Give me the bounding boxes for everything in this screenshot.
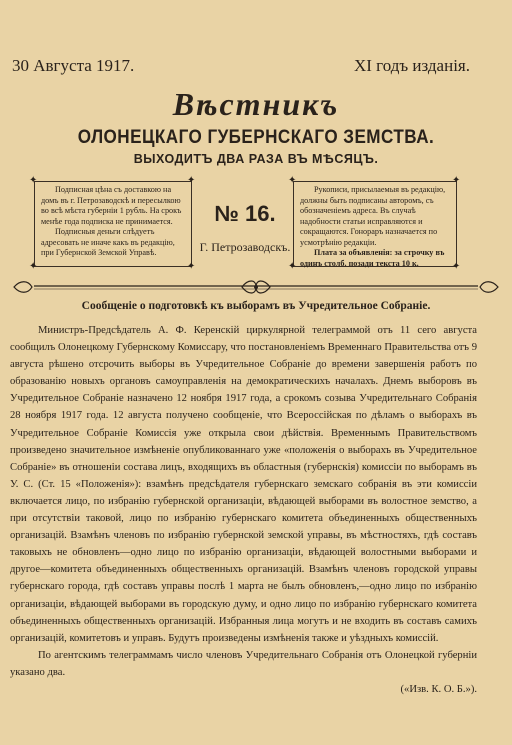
- manuscript-policy-text: Рукописи, присылаемыя въ редакцію, должны быть подписаны авторомъ, съ обозначеніемъ адреса. Въ случаѣ надобности статьи исправляются и сокращаются. Гонораръ назначается по усмотрѣнію редакціи.: [300, 185, 446, 247]
- issue-number: № 16.: [214, 201, 276, 226]
- newspaper-title: Вѣстникъ: [172, 86, 340, 122]
- subscription-price-text: Подписная цѣна съ доставкою на домъ въ г. Петрозаводскѣ и пересылкою во всѣ мѣста губерніи 1 рубль. На срокъ менѣе года подписка не принимается.: [41, 185, 182, 226]
- article-paragraph: Министръ-Предсѣдатель А. Ф. Керенскій циркулярной телеграммой отъ 11 сего августа сообщилъ Олонецкому Губернскому Комиссару, что постановленіемъ Временнаго Правительства отъ 9 августа рѣшено отсрочить выборы въ Учредительное Собраніе до времени завершенія работъ по образованію новыхъ органовъ самоуправленія на демократическихъ началахъ. Днемъ выборовъ въ Учредительное Собраніе назначено 12 ноября 1917 года, а срокомъ созыва Учредительнаго Собранія 28 ноября 1917 года. 12 августа получено сообщеніе, что Всероссійская по дѣламъ о выборахъ въ Учредительное Собраніе Комиссія уже открыла свои дѣйствія. Временнымъ Правительствомъ произведено значительное измѣненіе опубликованнаго уже «положенія о выборахъ въ Учредительное Собраніе» въ отношеніи состава лицъ, входящихъ въ областныя (губернскія) комиссіи по выборамъ въ У. С. (Ст. 15 «Положенія»): взамѣнъ предсѣдателя губернскаго земскаго собранія въ эти комиссіи включается лицо, по избранію губернской организаціи, вѣдающей выборами въ волостное земство, а при отсутствіи таковой, лицо по избранію губернскаго комитета объединенныхъ общественныхъ организацій. Взамѣнъ членовъ по избранію губернской земской управы, въ мѣстностяхъ, гдѣ составъ таковыхъ не обновленъ—одно лицо по избранію организаціи, вѣдающей волостными выборами и другое—комитета объединенныхъ общественныхъ организацій. Взамѣнъ членовъ городской управы губернскаго города, гдѣ составъ управы послѣ 1 марта не былъ обновленъ,—одно лицо по избранію организаціи, вѣдающей выборами въ городскую думу, и одно лицо по избранію губернскаго комитета объединенныхъ общественныхъ организацій. Избранныя лица могутъ и не входить въ составъ самихъ организацій, комитетовъ и управъ. Будутъ произведены измѣненія также и уѣздныхъ комиссій.: [10, 325, 477, 644]
- advertising-rates-text: Плата за объявленія: за строчку въ одинъ столб. позади текста 10 к.: [300, 248, 445, 268]
- article-closing-text: По агентскимъ телеграммамъ число членовъ Учредительнаго Собранія отъ Олонецкой губерніи указано два.: [10, 649, 477, 678]
- publication-year: XI годъ изданія.: [353, 56, 470, 75]
- article-title: Сообщеніе о подготовкѣ къ выборамъ въ Учредительное Собраніе.: [81, 300, 431, 312]
- ornament-corner-icon: ✦: [29, 261, 38, 272]
- ornament-corner-icon: ✦: [187, 261, 196, 272]
- publication-city: Г. Петрозаводскъ.: [199, 240, 291, 254]
- ornament-corner-icon: ✦: [288, 261, 297, 272]
- ornament-corner-icon: ✦: [288, 175, 297, 186]
- ornament-corner-icon: ✦: [29, 175, 38, 186]
- publication-frequency: ВЫХОДИТЪ ДВА РАЗА ВЪ МѢСЯЦЪ.: [133, 152, 379, 166]
- manuscript-info-box: [293, 181, 457, 267]
- ornament-corner-icon: ✦: [452, 175, 461, 186]
- newspaper-subtitle: ОЛОНЕЦКАГО ГУБЕРНСКАГО ЗЕМСТВА.: [77, 127, 435, 148]
- article-source: («Изв. К. О. Б.»).: [400, 683, 477, 695]
- article-paragraph: [10, 647, 477, 698]
- ornament-corner-icon: ✦: [187, 175, 196, 186]
- masthead-top-line: [0, 56, 512, 78]
- ornamental-divider-icon: [12, 278, 500, 296]
- subscription-info-box: [34, 181, 192, 267]
- subscription-address-text: Подписныя деньги слѣдуетъ адресовать не иначе какъ въ редакцію, при Губернской Земской Управѣ.: [41, 227, 175, 257]
- article-body: [10, 322, 477, 698]
- ornament-corner-icon: ✦: [452, 261, 461, 272]
- issue-date: 30 Августа 1917.: [12, 56, 135, 75]
